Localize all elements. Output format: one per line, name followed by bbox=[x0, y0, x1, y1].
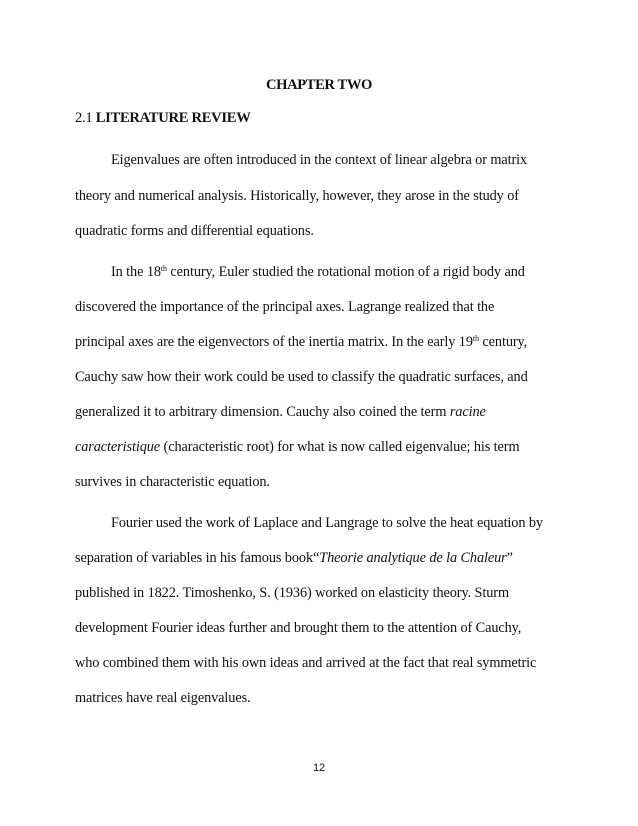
chapter-title: CHAPTER TWO bbox=[265, 77, 372, 93]
superscript: th bbox=[160, 264, 167, 273]
italic-book-title: Theorie analytique de la Chaleur bbox=[319, 550, 507, 566]
paragraph-line: who combined them with his own ideas and arrived at the fact that real symmetric bbox=[75, 655, 537, 671]
italic-term: caracteristique bbox=[75, 439, 161, 455]
paragraph-line: Eigenvalues are often introduced in the context of linear algebra or matrix bbox=[111, 152, 528, 168]
section-heading bbox=[75, 110, 251, 127]
paragraph-line: published in 1822. Timoshenko, S. (1936) worked on elasticity theory. Sturm bbox=[75, 585, 509, 601]
paragraph-line: development Fourier ideas further and brought them to the attention of Cauchy, bbox=[75, 620, 522, 636]
paragraph-line bbox=[75, 404, 486, 421]
paragraph-line: survives in characteristic equation. bbox=[75, 474, 270, 490]
line-text: separation of variables in his famous book“ bbox=[75, 550, 320, 566]
page-number: 12 bbox=[312, 762, 326, 774]
line-text: ” bbox=[506, 550, 513, 566]
line-text: (characteristic root) for what is now called eigenvalue; his term bbox=[160, 439, 520, 455]
section-number: 2.1 bbox=[75, 110, 93, 126]
paragraph-line bbox=[75, 439, 519, 456]
paragraph-line: Fourier used the work of Laplace and Langrage to solve the heat equation by bbox=[111, 515, 543, 531]
paragraph-line bbox=[75, 334, 527, 351]
line-text: century, Euler studied the rotational motion of a rigid body and bbox=[166, 264, 525, 280]
line-text: principal axes are the eigenvectors of the inertia matrix. In the early 19 bbox=[75, 334, 473, 350]
italic-term: racine bbox=[449, 404, 486, 420]
line-text: In the 18 bbox=[111, 264, 161, 280]
paragraph-line bbox=[75, 550, 513, 567]
paragraph-line: Cauchy saw how their work could be used to classify the quadratic surfaces, and bbox=[75, 369, 528, 385]
paragraph-line: theory and numerical analysis. Historically, however, they arose in the study of bbox=[75, 188, 519, 204]
line-text: century, bbox=[478, 334, 528, 350]
superscript: th bbox=[472, 334, 479, 343]
paragraph-line: discovered the importance of the principal axes. Lagrange realized that the bbox=[75, 299, 495, 315]
paragraph-line: matrices have real eigenvalues. bbox=[75, 690, 251, 706]
section-title: LITERATURE REVIEW bbox=[95, 110, 251, 126]
paragraph-line bbox=[111, 264, 525, 281]
line-text: generalized it to arbitrary dimension. Cauchy also coined the term bbox=[75, 404, 450, 420]
paragraph-line: quadratic forms and differential equations. bbox=[75, 223, 314, 239]
